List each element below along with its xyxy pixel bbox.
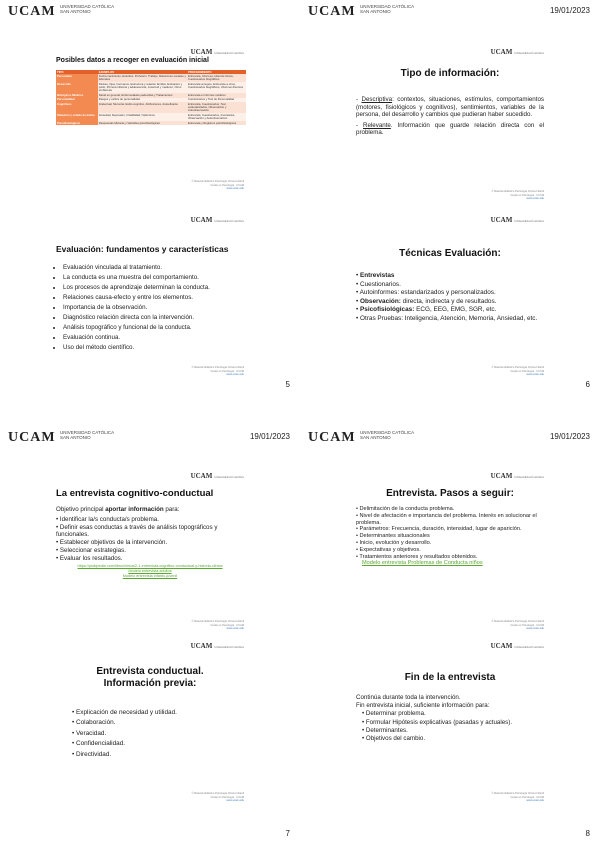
info-descriptiva: - Descriptiva: contextos, situaciones, estímulos, comportamientos (motores, fisiológicos y cognitivos), sentimientos, variables de la persona, del desarrollo y cambios que pudieran haber sucedido.: [356, 96, 544, 119]
list-item: • Evaluación vinculada al tratamiento.: [63, 264, 244, 273]
page-header: [300, 0, 600, 24]
modelo-conducta-ninos-link[interactable]: Modelo entrevista Problemas de Conducta niños: [362, 560, 483, 567]
list-item: • Importancia de la observación.: [63, 304, 244, 313]
page-header: [300, 426, 600, 450]
slide-footer: © Material didáctico Psicología Clínica Infantil Grado en Psicología · UCAM www.ucam.edu: [491, 366, 544, 376]
university-name: UNIVERSIDAD CATÓLICA SAN ANTONIO: [360, 4, 415, 14]
footer-link[interactable]: www.ucam.edu: [526, 372, 544, 376]
table-cell: Intelectual, Memoria, Estilo cognitivo, Atribuciones, Autoeficacia: [98, 102, 187, 113]
list-item: • Identificar la/s conducta/s problema.: [56, 515, 159, 523]
slide-body: [56, 264, 244, 354]
list-item: • Entrevistas: [356, 272, 395, 279]
slide-logo: UCAM Universidad Católica: [190, 48, 244, 56]
table-cell: Biológicos Médicos: [56, 93, 98, 97]
page-2: [300, 0, 600, 424]
list-item: • Formular Hipótesis explicativas (pasadas y actuales).: [362, 718, 513, 726]
table-cell: Entrevista, Cuestionarios, Test estandarizados, Observación y Autoobservación: [187, 102, 246, 113]
slide-footer: © Material didáctico Psicología Clínica Infantil Grado en Psicología · UCAM www.ucam.edu: [491, 792, 544, 802]
header-date: 19/01/2023: [249, 432, 290, 441]
bullet-list: [56, 264, 244, 353]
list-item: • Inicio, evolución y desarrollo.: [356, 539, 432, 546]
table-row: [56, 82, 246, 93]
table-cell: Situación y estado de ánimo: [56, 113, 98, 121]
list-item: • Objetivos del cambio.: [362, 735, 426, 743]
slide-fin-entrevista: [350, 638, 550, 806]
slide-body: [356, 694, 544, 743]
list-item: • Determinar problema.: [362, 710, 426, 718]
list-item: • Análisis topográfico y funcional de la conducta.: [63, 324, 244, 333]
ucam-logo: UCAM: [8, 4, 56, 19]
table-row: [56, 102, 246, 113]
list-item: • Expectativas y objetivos.: [356, 546, 421, 553]
list-item: • Establecer objetivos de la intervención.: [56, 539, 168, 547]
table-cell: Personalidad: [56, 98, 98, 102]
list-item: • Autoinformes: estandarizados y personalizados.: [356, 289, 496, 297]
slide-footer: © Material didáctico Psicología Clínica Infantil Grado en Psicología · UCAM www.ucam.edu: [191, 180, 244, 190]
slide-logo: UCAM Universidad Católica: [490, 472, 544, 480]
list-item: • Psicofisiológicas: ECG, EEG, EMG, SGR, etc.: [356, 306, 497, 314]
page-number: 6: [585, 380, 590, 389]
slide-title: La entrevista cognitivo-conductual: [56, 488, 214, 499]
footer-link[interactable]: www.ucam.edu: [226, 372, 244, 376]
table-cell: Cuestionarios y Test de Personalidad: [187, 98, 246, 102]
slide-title: Tipo de información:: [400, 68, 500, 79]
university-name: UNIVERSIDAD CATÓLICA SAN ANTONIO: [60, 4, 115, 14]
slide-title: Técnicas Evaluación:: [399, 248, 501, 259]
table-cell: Cognitivos: [56, 102, 98, 113]
slide-logo: UCAM Universidad Católica: [490, 642, 544, 650]
list-item: • Los procesos de aprendizaje determinan la conducta.: [63, 284, 244, 293]
footer-link[interactable]: www.ucam.edu: [226, 626, 244, 630]
table-row: [56, 74, 246, 82]
slide-body: [72, 708, 244, 760]
page-number: 5: [285, 380, 290, 389]
list-item: • Colaboración.: [72, 719, 116, 727]
list-item: • La conducta es una muestra del comportamiento.: [63, 274, 244, 283]
slide-tipo-informacion: [350, 44, 550, 204]
page-6: [300, 380, 600, 848]
footer-link[interactable]: www.ucam.edu: [226, 798, 244, 802]
list-item: • Evaluación continua.: [63, 334, 244, 343]
slide-logo: UCAM Universidad Católica: [190, 642, 244, 650]
list-item: • Explicación de necesidad y utilidad.: [72, 709, 177, 716]
list-item: • Parámetros: Frecuencia, duración, intensidad, lugar de aparición.: [356, 526, 522, 533]
list-item: • Delimitación de la conducta problema.: [356, 506, 455, 512]
page-number: 8: [585, 829, 590, 838]
table-header: PROCEDIMIENTO: [187, 70, 246, 74]
list-item: • Observación: directa, indirecta y de resultados.: [356, 297, 497, 305]
table-header: EJEMPLOS: [98, 70, 187, 74]
slide-title: Entrevista conductual. Información previa:: [96, 666, 204, 689]
ucam-logo: UCAM: [308, 4, 356, 19]
table-cell: Fecha nacimiento, Estudios, Profesión, Trabajo, Relaciones sociales y laborales: [98, 73, 186, 82]
table-cell: Salud en general, Enfermedades padecidas y Tratamientos: [98, 93, 187, 97]
footer-link[interactable]: www.ucam.edu: [226, 186, 244, 190]
table-row: [56, 113, 246, 121]
footer-link[interactable]: www.ucam.edu: [526, 798, 544, 802]
list-item: • Determinantes.: [362, 726, 408, 734]
list-item: • Nivel de afectación e importancia del problema. Interés en solucionar el problema.: [356, 512, 537, 526]
list-item: • Diagnóstico relación directa con la intervención.: [63, 314, 244, 323]
ucam-logo: UCAM: [8, 430, 56, 445]
list-item: • Determinantes situacionales: [356, 533, 430, 540]
slide-logo: UCAM Universidad Católica: [490, 48, 544, 56]
table-cell: Psicofisiológicos: [56, 121, 98, 125]
slide-footer: © Material didáctico Psicología Clínica Infantil Grado en Psicología · UCAM www.ucam.edu: [191, 366, 244, 376]
slide-body: [356, 96, 544, 137]
slide-footer: © Material didáctico Psicología Clínica Infantil Grado en Psicología · UCAM www.ucam.edu: [191, 792, 244, 802]
list-item: • Confidencialidad.: [72, 740, 126, 748]
list-item: • Otras Pruebas: Inteligencia, Atención, Memoria, Ansiedad, etc.: [356, 314, 538, 322]
header-date: 19/01/2023: [549, 6, 590, 15]
slide-logo: UCAM Universidad Católica: [490, 216, 544, 224]
university-name: UNIVERSIDAD CATÓLICA SAN ANTONIO: [60, 430, 115, 440]
slide-title: Fin de la entrevista: [404, 672, 496, 683]
table-cell: Rasgos y estilos de personalidad: [98, 98, 187, 102]
list-item: • Uso del método científico.: [63, 344, 244, 353]
page-number: 7: [285, 829, 290, 838]
page-1: [0, 0, 300, 424]
list-item: • Seleccionar estrategias.: [56, 546, 126, 554]
table-cell: Desarrollo: [56, 82, 98, 93]
table-cell: Respuestas Motoras y Variables psicofisiológicas: [98, 121, 187, 125]
slide-logo: UCAM Universidad Católica: [190, 472, 244, 480]
datos-table: [56, 70, 246, 125]
list-item: • Veracidad.: [72, 729, 107, 737]
table-cell: Entrevista, Informes, Historia clínica, Cuestionarios biográficos: [187, 74, 246, 82]
fin-line-1: Continúa durante toda la intervención.: [356, 694, 461, 701]
table-cell: Ansiedad, Depresión, Irritabilidad, Optimismo: [98, 113, 187, 121]
slide-title: Entrevista. Pasos a seguir:: [386, 488, 514, 499]
list-item: • Evaluar los resultados.: [56, 554, 123, 562]
slide-title: Posibles datos a recoger en evaluación inicial: [56, 57, 209, 64]
slide-tecnicas: [350, 212, 550, 380]
link-block: [56, 564, 244, 579]
slide-footer: © Material didáctico Psicología Clínica Infantil Grado en Psicología · UCAM www.ucam.edu: [191, 620, 244, 630]
slide-informacion-previa: [50, 638, 250, 806]
page-5: [0, 380, 300, 848]
list-item: • Relaciones causa-efecto y entre los elementos.: [63, 294, 244, 303]
intro-text: Objetivo principal aportar información para:: [56, 506, 180, 513]
list-item: • Tratamientos anteriores y resultados obtenidos.: [356, 553, 478, 560]
info-relevante: - Relevante. Información que guarde relación directa con el problema.: [356, 121, 545, 137]
footer-link[interactable]: www.ucam.edu: [526, 626, 544, 630]
fin-list: [356, 710, 544, 743]
table-cell: Personales: [56, 74, 98, 82]
slide-logo: UCAM Universidad Católica: [190, 216, 244, 224]
slide-body: [56, 506, 244, 579]
table-cell: Entrevista, Cuestionarios, Inventarios, Observación y Autoobservación: [187, 113, 246, 121]
modelo-adultos-link[interactable]: Modelo entrevista adultos: [128, 568, 172, 573]
slide-posibles-datos: [50, 44, 250, 194]
ucam-logo: UCAM: [308, 430, 356, 445]
slide-footer: © Material didáctico Psicología Clínica Infantil Grado en Psicología · UCAM www.ucam.edu: [491, 620, 544, 630]
slide-evaluacion: [50, 212, 250, 380]
slide-body: [356, 272, 544, 324]
list-item: • Cuestionarios.: [356, 280, 401, 288]
university-name: UNIVERSIDAD CATÓLICA SAN ANTONIO: [360, 430, 415, 440]
slide-pasos-entrevista: [350, 468, 550, 634]
slide-body: [356, 506, 544, 567]
psikipedia-link[interactable]: https://psikipedia.com/libro/clinica/2-1-entrevista-cognitivo-conductual-y-historia-clinica: [77, 563, 223, 568]
page-header: [0, 0, 300, 24]
table-cell: Entrevista y Registros psicofisiológicos: [187, 121, 246, 125]
modelo-infanto-juvenil-link[interactable]: Modelo entrevista infanto-juvenil: [122, 573, 178, 578]
list-item: • Directividad.: [72, 750, 112, 758]
table-cell: Padres, hijos, hermanos, Estructura y relación familiar, Embarazo y parto, Primera infancia y adolescencia, Juventud y madurez, Otros problemas: [98, 82, 187, 93]
footer-link[interactable]: www.ucam.edu: [526, 196, 544, 200]
slide-entrevista-cognitivo-conductual: [50, 468, 250, 634]
header-date: 19/01/2023: [549, 432, 590, 441]
list-item: • Definir esas conductas a través de análisis topográficos y funcionales.: [56, 523, 218, 539]
table-cell: Entrevista e Informes médicos: [187, 93, 246, 97]
slide-footer: © Material didáctico Psicología Clínica Infantil Grado en Psicología · UCAM www.ucam.edu: [491, 190, 544, 200]
fin-line-2: Fin entrevista inicial, suficiente información para:: [356, 702, 490, 710]
slide-title: Evaluación: fundamentos y características: [56, 244, 229, 254]
table-header: TIPO: [56, 70, 98, 74]
table-row: [56, 121, 246, 125]
table-cell: Entrevista al sujeto, Entrevista a otros, Cuestionarios biográficos, Informes diversos: [187, 82, 246, 93]
page-header: [0, 426, 300, 450]
